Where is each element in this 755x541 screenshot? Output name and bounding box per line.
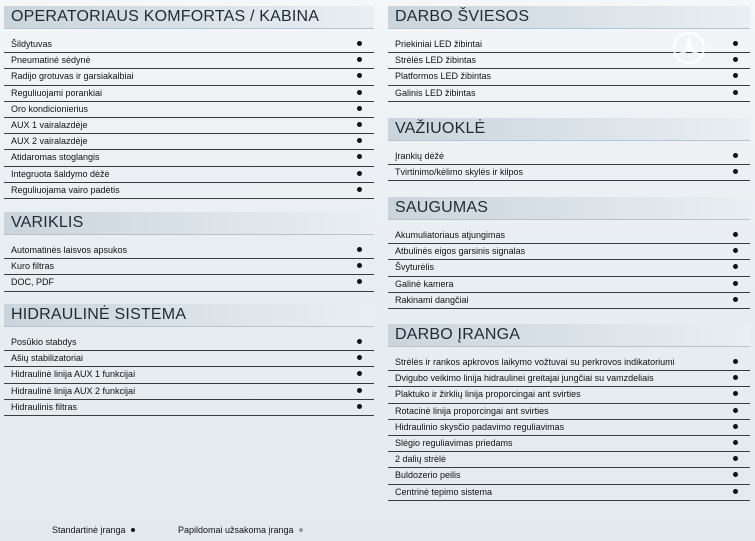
list-item — [4, 275, 374, 291]
list-item — [388, 277, 750, 293]
standard-bullet-icon — [357, 355, 362, 360]
list-item — [4, 118, 374, 134]
list-item-label: Galinė kamera — [395, 278, 454, 289]
section-title: VARIKLIS — [4, 212, 374, 235]
list-item — [388, 355, 750, 371]
list-item-label: Akumuliatoriaus atjungimas — [395, 230, 506, 240]
list-item — [4, 243, 374, 259]
list-item-label: Įrankių dėžė — [395, 151, 445, 161]
standard-bullet-icon — [357, 404, 362, 409]
standard-bullet-icon — [733, 57, 738, 62]
list-item-label: Oro kondicionierius — [11, 103, 89, 114]
list-item-label: Ašių stabilizatoriai — [11, 353, 84, 364]
list-item-label: Atbulinės eigos garsinis signalas — [395, 246, 526, 257]
list-item — [388, 86, 750, 102]
standard-bullet-icon — [733, 456, 738, 461]
list-item-label: Strėlės ir rankos apkrovos laikymo vožtuvai su perkrovos indikatoriumi — [395, 357, 675, 367]
standard-bullet-icon — [357, 388, 362, 393]
legend-standard — [52, 525, 135, 535]
list-item-label: Posūkio stabdys — [11, 337, 77, 347]
list-item-label: Integruota šaldymo dėžė — [11, 168, 110, 179]
list-item — [388, 371, 750, 387]
standard-bullet-icon — [357, 122, 362, 127]
standard-bullet-icon — [357, 263, 362, 268]
section-3 — [388, 197, 750, 309]
feature-list — [388, 355, 750, 501]
list-item — [4, 150, 374, 166]
section-title: OPERATORIAUS KOMFORTAS / KABINA — [4, 6, 374, 29]
list-item-label: Dvigubo veikimo linija hidraulinei greitajai jungčiai su vamzdeliais — [395, 373, 654, 384]
list-item — [4, 384, 374, 400]
list-item-label: Rakinami dangčiai — [395, 294, 469, 305]
section-1 — [4, 6, 374, 199]
standard-bullet-icon — [357, 90, 362, 95]
list-item — [4, 367, 374, 383]
list-item-label: Galinis LED žibintas — [395, 87, 476, 98]
list-item-label: AUX 2 vairalazdėje — [11, 136, 88, 147]
standard-bullet-icon — [733, 248, 738, 253]
list-item — [388, 420, 750, 436]
list-item-label: Slėgio reguliavimas priedams — [395, 437, 513, 448]
list-item — [388, 485, 750, 501]
standard-bullet-icon — [357, 339, 362, 344]
list-item-label: Priekiniai LED žibintai — [395, 39, 483, 49]
list-item-label: Reguliuojami porankiai — [11, 87, 103, 98]
standard-bullet-icon — [357, 57, 362, 62]
list-item-label: DOC, PDF — [11, 277, 55, 288]
standard-bullet-icon — [733, 424, 738, 429]
list-item — [388, 404, 750, 420]
feature-list — [4, 243, 374, 292]
section-title: DARBO ĮRANGA — [388, 324, 750, 347]
standard-bullet-icon — [357, 187, 362, 192]
standard-bullet-icon — [733, 391, 738, 396]
standard-bullet-icon — [357, 371, 362, 376]
section-2 — [388, 118, 750, 181]
standard-bullet-icon — [733, 73, 738, 78]
list-item-label: Švyturėlis — [395, 262, 435, 273]
standard-bullet-icon — [131, 528, 135, 532]
standard-bullet-icon — [733, 375, 738, 380]
standard-bullet-icon — [733, 472, 738, 477]
list-item — [4, 53, 374, 69]
list-item — [388, 387, 750, 403]
list-item — [388, 436, 750, 452]
list-item-label: Hidraulinio skysčio padavimo reguliavimas — [395, 421, 565, 432]
legend-optional — [178, 525, 303, 535]
feature-list — [4, 37, 374, 199]
standard-bullet-icon — [357, 279, 362, 284]
list-item-label: Radijo grotuvas ir garsiakalbiai — [11, 71, 134, 82]
standard-bullet-icon — [733, 408, 738, 413]
standard-bullet-icon — [357, 154, 362, 159]
list-item-label: Šildytuvas — [11, 39, 53, 49]
standard-bullet-icon — [357, 171, 362, 176]
list-item-label: Kuro filtras — [11, 261, 55, 272]
standard-bullet-icon — [357, 138, 362, 143]
section-title: SAUGUMAS — [388, 197, 750, 220]
list-item — [388, 452, 750, 468]
list-item-label: Strėlės LED žibintas — [395, 55, 477, 66]
list-item-label: Reguliuojama vairo padėtis — [11, 184, 120, 195]
section-2 — [4, 212, 374, 292]
list-item-label: AUX 1 vairalazdėje — [11, 119, 88, 130]
list-item — [388, 244, 750, 260]
list-item-label: Hidraulinė linija AUX 2 funkcijai — [11, 385, 136, 396]
optional-bullet-icon — [299, 528, 303, 532]
standard-bullet-icon — [733, 153, 738, 158]
list-item — [388, 293, 750, 309]
standard-bullet-icon — [733, 281, 738, 286]
list-item-label: Pneumatinė sėdynė — [11, 55, 91, 66]
list-item — [388, 165, 750, 181]
list-item-label: Rotacinė linija proporcingai ant svirties — [395, 405, 549, 416]
section-title: HIDRAULINĖ SISTEMA — [4, 304, 374, 327]
list-item — [388, 228, 750, 244]
list-item-label: Centrinė tepimo sistema — [395, 486, 493, 497]
standard-bullet-icon — [733, 232, 738, 237]
section-4 — [388, 324, 750, 501]
list-item — [4, 183, 374, 199]
list-item — [388, 69, 750, 85]
list-item-label: Buldozerio peilis — [395, 470, 461, 481]
feature-list — [4, 335, 374, 416]
standard-bullet-icon — [357, 41, 362, 46]
section-3 — [4, 304, 374, 416]
standard-bullet-icon — [357, 73, 362, 78]
standard-bullet-icon — [357, 106, 362, 111]
list-item — [4, 69, 374, 85]
standard-bullet-icon — [357, 247, 362, 252]
section-title: DARBO ŠVIESOS — [388, 6, 750, 29]
list-item-label: Hidraulinė linija AUX 1 funkcijai — [11, 369, 136, 380]
list-item — [4, 259, 374, 275]
brand-logo-icon — [672, 31, 706, 65]
list-item — [388, 149, 750, 165]
legend-optional-label: Papildomai užsakoma įranga — [178, 525, 294, 535]
list-item — [4, 351, 374, 367]
list-item-label: Automatinės laisvos apsukos — [11, 245, 128, 255]
standard-bullet-icon — [733, 489, 738, 494]
standard-bullet-icon — [733, 264, 738, 269]
list-item — [4, 134, 374, 150]
feature-list — [388, 149, 750, 181]
feature-list — [388, 228, 750, 309]
list-item — [4, 86, 374, 102]
standard-bullet-icon — [733, 41, 738, 46]
list-item-label: 2 dalių strėlė — [395, 454, 447, 465]
standard-bullet-icon — [733, 440, 738, 445]
legend-standard-label: Standartinė įranga — [52, 525, 126, 535]
list-item-label: Platformos LED žibintas — [395, 71, 492, 82]
list-item — [388, 260, 750, 276]
list-item — [4, 335, 374, 351]
list-item-label: Atidaromas stoglangis — [11, 152, 100, 163]
list-item — [4, 37, 374, 53]
standard-bullet-icon — [733, 90, 738, 95]
standard-bullet-icon — [733, 297, 738, 302]
list-item — [4, 400, 374, 416]
list-item — [4, 167, 374, 183]
list-item — [388, 468, 750, 484]
list-item-label: Hidraulinis filtras — [11, 401, 78, 412]
list-item-label: Tvirtinimo/kėlimo skylės ir kilpos — [395, 167, 524, 178]
list-item — [4, 102, 374, 118]
section-title: VAŽIUOKLĖ — [388, 118, 750, 141]
standard-bullet-icon — [733, 359, 738, 364]
standard-bullet-icon — [733, 169, 738, 174]
list-item-label: Plaktuko ir žirklių linija proporcingai ant svirties — [395, 389, 581, 400]
